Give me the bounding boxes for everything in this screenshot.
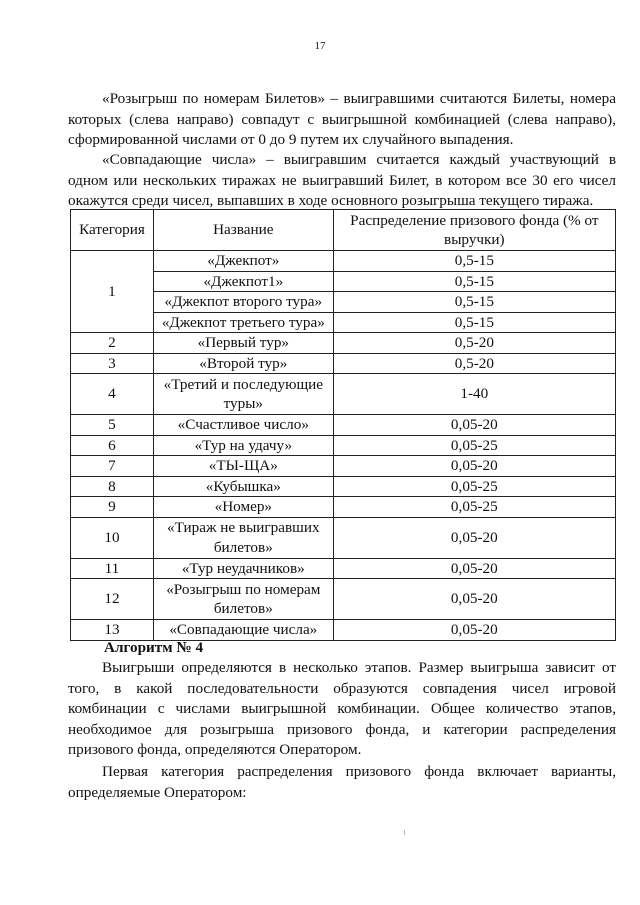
table-row: [71, 251, 616, 272]
table-row: [71, 558, 616, 579]
category-cell: 8: [71, 476, 154, 497]
name-cell: «Тираж не выигравших билетов»: [153, 517, 333, 558]
distribution-cell: 0,05-25: [333, 476, 615, 497]
category-cell: 1: [71, 251, 154, 333]
prize-fund-table: [70, 209, 616, 641]
name-cell: «Джекпот»: [153, 251, 333, 272]
distribution-cell: 0,05-20: [333, 579, 615, 620]
name-cell: «Первый тур»: [153, 333, 333, 354]
header-name: Название: [153, 210, 333, 251]
table-header-row: [71, 210, 616, 251]
header-distribution: Распределение призового фонда (% от выручки): [333, 210, 615, 251]
algorithm-title: Алгоритм № 4: [104, 639, 204, 656]
name-cell: «Тур на удачу»: [153, 435, 333, 456]
distribution-cell: 0,5-15: [333, 312, 615, 333]
table-row: [71, 579, 616, 620]
table-row: [71, 517, 616, 558]
distribution-cell: 0,05-20: [333, 517, 615, 558]
name-cell: «Номер»: [153, 497, 333, 518]
distribution-cell: 0,05-20: [333, 620, 615, 641]
paragraph-first-category: Первая категория распределения призового фонда включает варианты, определяемые Оператором:: [68, 763, 616, 801]
table-row: [71, 435, 616, 456]
category-cell: 9: [71, 497, 154, 518]
table-row: [71, 415, 616, 436]
category-cell: 4: [71, 374, 154, 415]
name-cell: «Счастливое число»: [153, 415, 333, 436]
name-cell: «Джекпот1»: [153, 271, 333, 292]
distribution-cell: 0,5-15: [333, 292, 615, 313]
page-number: 17: [314, 40, 326, 52]
category-cell: 13: [71, 620, 154, 641]
distribution-cell: 0,5-20: [333, 333, 615, 354]
table-row: [71, 456, 616, 477]
category-cell: 7: [71, 456, 154, 477]
distribution-cell: 0,05-25: [333, 497, 615, 518]
distribution-cell: 0,05-20: [333, 456, 615, 477]
table-row: [71, 374, 616, 415]
distribution-cell: 0,5-15: [333, 271, 615, 292]
category-cell: 5: [71, 415, 154, 436]
distribution-cell: 0,05-20: [333, 558, 615, 579]
name-cell: «Кубышка»: [153, 476, 333, 497]
header-category: Категория: [71, 210, 154, 251]
name-cell: «ТЫ-ЩА»: [153, 456, 333, 477]
distribution-cell: 0,5-15: [333, 251, 615, 272]
distribution-cell: 0,5-20: [333, 353, 615, 374]
table-row: [71, 476, 616, 497]
name-cell: «Розыгрыш по номерам билетов»: [153, 579, 333, 620]
category-cell: 12: [71, 579, 154, 620]
scan-mark: [404, 830, 405, 835]
category-cell: 6: [71, 435, 154, 456]
table-row: [71, 620, 616, 641]
table-row: [71, 353, 616, 374]
name-cell: «Джекпот второго тура»: [153, 292, 333, 313]
table-row: [71, 333, 616, 354]
category-cell: 2: [71, 333, 154, 354]
distribution-cell: 0,05-25: [333, 435, 615, 456]
name-cell: «Второй тур»: [153, 353, 333, 374]
name-cell: «Джекпот третьего тура»: [153, 312, 333, 333]
category-cell: 11: [71, 558, 154, 579]
paragraph-algorithm-stages: Выигрыши определяются в несколько этапов. Размер выигрыша зависит от того, в какой последовательности образуются совпадения чисел игровой комбинации с числами выигрышной комбинации. Общее количество этапов, необходимое для розыгрыша призового фонда, и категории распределения призового фонда, определяются Оператором.: [68, 659, 616, 758]
name-cell: «Совпадающие числа»: [153, 620, 333, 641]
category-cell: 3: [71, 353, 154, 374]
paragraph-ticket-number-draw: «Розыгрыш по номерам Билетов» – выигравшими считаются Билеты, номера которых (слева направо) совпадут с выигрышной комбинацией (слева направо), сформированной числами от 0 до 9 путем их случайного выпадения.: [68, 90, 616, 148]
name-cell: «Тур неудачников»: [153, 558, 333, 579]
distribution-cell: 1-40: [333, 374, 615, 415]
category-cell: 10: [71, 517, 154, 558]
table-row: [71, 497, 616, 518]
name-cell: «Третий и последующие туры»: [153, 374, 333, 415]
paragraph-matching-numbers: «Совпадающие числа» – выигравшим считается каждый участвующий в одном или нескольких тиражах не выигравший Билет, в котором все 30 его чисел окажутся среди чисел, выпавших в ходе основного розыгрыша текущего тиража.: [68, 151, 616, 209]
distribution-cell: 0,05-20: [333, 415, 615, 436]
